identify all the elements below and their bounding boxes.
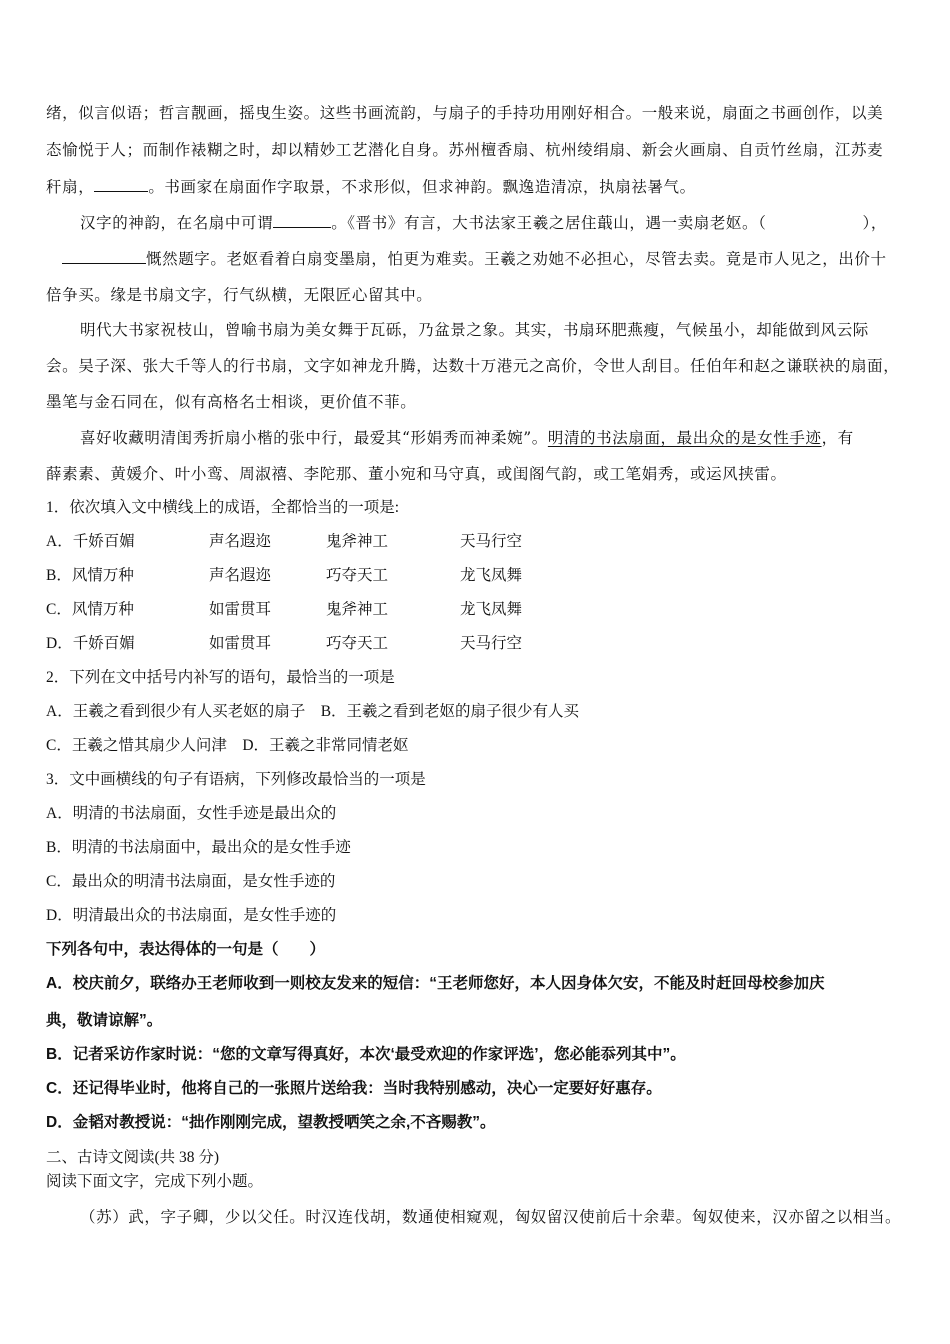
q1-option-d-word3: 巧夺天工 [326, 635, 389, 652]
q4-option-c[interactable]: C．还记得毕业时，他将自己的一张照片送给我：当时我特别感动，决心一定要好好惠存。 [46, 1080, 662, 1097]
section-instruction: 阅读下面文字，完成下列小题。 [46, 1173, 264, 1190]
passage-line: 明代大书家祝枝山，曾喻书扇为美女舞于瓦砾，乃盆景之象。其实，书扇环肥燕瘦，气候虽小，却能做到风云际 [80, 321, 869, 339]
passage-line [80, 428, 854, 448]
question-1-stem: 1．依次填入文中横线上的成语，全都恰当的一项是: [46, 499, 400, 516]
passage-text: ）， [862, 214, 887, 232]
question-4-stem: 下列各句中，表达得体的一句是（ ） [46, 941, 326, 958]
q1-option-c-word3: 鬼斧神工 [326, 601, 389, 618]
q1-option-c-word2: 如雷贯耳 [209, 601, 272, 618]
q1-option-b-word2: 声名遐迩 [209, 567, 272, 584]
passage-text: 。书画家在扇面作字取景，不求形似，但求神韵。飘逸造清凉，执扇祛暑气。 [148, 178, 696, 196]
passage-line: 会。吴子深、张大千等人的行书扇，文字如神龙升腾，达数十万港元之高价，令世人刮目。任伯年和赵之谦联袂的扇面， [46, 357, 900, 375]
q1-option-a-word2: 声名遐迩 [209, 533, 272, 550]
q1-option-c[interactable]: C．风情万种 [46, 601, 134, 618]
q1-option-d-word2: 如雷贯耳 [209, 635, 272, 652]
q1-option-a-word3: 鬼斧神工 [326, 533, 389, 550]
passage-line [46, 177, 696, 197]
q1-option-d-word4: 天马行空 [460, 635, 523, 652]
passage-text: 秆扇， [46, 178, 95, 196]
fill-blank-3 [62, 249, 146, 264]
q2-options-cd[interactable]: C．王羲之惜其扇少人问津 D．王羲之非常同情老妪 [46, 737, 409, 754]
question-3-stem: 3．文中画横线的句子有语病，下列修改最恰当的一项是 [46, 771, 426, 788]
q4-option-d[interactable]: D．金韬对教授说：“拙作刚刚完成，望教授哂笑之余,不吝赐教”。 [46, 1114, 496, 1131]
passage-text: 汉字的神韵，在名扇中可谓 [80, 214, 274, 232]
q4-option-a[interactable]: A．校庆前夕，联络办王老师收到一则校友发来的短信：“王老师您好，本人因身体欠安，不能及时赶回母校参加庆 [46, 975, 825, 992]
q4-option-a-cont: 典，敬请谅解”。 [46, 1012, 163, 1029]
q3-option-a[interactable]: A．明清的书法扇面，女性手迹是最出众的 [46, 805, 337, 822]
q1-option-b[interactable]: B．风情万种 [46, 567, 134, 584]
passage-text: 喜好收藏明清闺秀折扇小楷的张中行，最爱其“形娟秀而神柔婉”。 [80, 429, 548, 447]
passage-text: ，有 [821, 429, 854, 447]
q1-option-c-word4: 龙飞凤舞 [460, 601, 523, 618]
passage-line: 绪，似言似语；哲言靓画，摇曳生姿。这些书画流韵，与扇子的手持功用刚好相合。一般来说，扇面之书画创作，以美 [46, 104, 884, 122]
fill-blank-1 [94, 177, 148, 192]
passage-line: 倍争买。缘是书扇文字，行气纵横，无限匠心留其中。 [46, 286, 433, 304]
passage-line: 薛素素、黄媛介、叶小鸾、周淑禧、李陀那、董小宛和马守真，或闺阁气韵，或工笔娟秀，或运风挟雷。 [46, 465, 787, 483]
question-2-stem: 2．下列在文中括号内补写的语句，最恰当的一项是 [46, 669, 395, 686]
q2-options-ab[interactable]: A．王羲之看到很少有人买老妪的扇子 B．王羲之看到老妪的扇子很少有人买 [46, 703, 580, 720]
fill-blank-2 [273, 213, 331, 228]
q1-option-b-word4: 龙飞凤舞 [460, 567, 523, 584]
passage-text: 。《晋书》有言，大书法家王羲之居住蕺山，遇一卖扇老妪。（ [331, 214, 767, 232]
q1-option-d[interactable]: D．千娇百媚 [46, 635, 135, 652]
q3-option-b[interactable]: B．明清的书法扇面中，最出众的是女性手迹 [46, 839, 351, 856]
passage-line: 态愉悦于人；而制作裱糊之时，却以精妙工艺潜化自身。苏州檀香扇、杭州绫绢扇、新会火画扇、自贡竹丝扇，江苏麦 [46, 141, 884, 159]
section-heading: 二、古诗文阅读(共 38 分) [46, 1149, 220, 1166]
passage-line: 墨笔与金石同在，似有高格名士相谈，更价值不菲。 [46, 393, 417, 411]
q3-option-c[interactable]: C．最出众的明清书法扇面，是女性手迹的 [46, 873, 336, 890]
passage-line [80, 213, 887, 233]
q4-option-b[interactable]: B．记者采访作家时说：“您的文章写得真好，本次‘最受欢迎的作家评选’，您必能忝列其中”。 [46, 1046, 686, 1063]
q1-option-a[interactable]: A．千娇百媚 [46, 533, 135, 550]
underlined-sentence: 明清的书法扇面，最出众的是女性手迹 [547, 429, 822, 447]
classical-text-line: （苏）武，字子卿，少以父任。时汉连伐胡，数通使相窥观，匈奴留汉使前后十余辈。匈奴使来，汉亦留之以相当。 [80, 1208, 902, 1226]
q3-option-d[interactable]: D．明清最出众的书法扇面，是女性手迹的 [46, 907, 337, 924]
q1-option-b-word3: 巧夺天工 [326, 567, 389, 584]
passage-line [62, 249, 887, 269]
passage-text: 慨然题字。老妪看着白扇变墨扇，怕更为难卖。王羲之劝她不必担心，尽管去卖。竟是市人见之，出价十 [146, 250, 887, 268]
q1-option-a-word4: 天马行空 [460, 533, 523, 550]
